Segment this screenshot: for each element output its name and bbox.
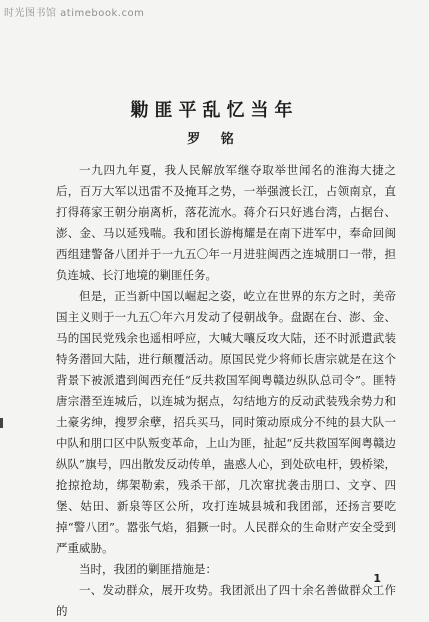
binding-mark: [0, 418, 3, 428]
watermark-text: 时光图书馆 atimebook.com: [4, 8, 145, 19]
paragraph: 一九四九年夏，我人民解放军继夺取举世闻名的淮海大捷之后，百万大军以迅雷不及掩耳之势，一举强渡长江，占领南京，直打得蒋家王朝分崩离析，落花流水。蒋介石只好逃台湾，占据台、澎、金、马以延残喘。我和团长游梅耀是在南下进军中，奉命回闽西组建警备八团并于一九五〇年一月进驻闽西之连城朋口一带，担负连城、长汀地境的剿匪任务。: [56, 163, 396, 282]
page-number: 1: [373, 572, 381, 585]
paragraph: 一、发动群众，展开攻势。我团派出了四十余名善做群众工作的: [56, 583, 396, 618]
author-name: 罗 铭: [187, 132, 242, 147]
paragraph: 但是，正当新中国以崛起之姿，屹立在世界的东方之时，美帝国主义则于一九五〇年六月发动了侵朝战争。盘踞在台、澎、金、马的国民党残余也遥相呼应，大喊大嚷反攻大陆，还不时派遣武装特务潜回大陆，进行颠覆活动。原国民党少将师长唐宗就是在这个背景下被派遣到闽西充任“反共救国军闽粤赣边纵队总司令”。匪特唐宗潜至连城后，以连城为据点，勾结地方的反动武装残余势力和土豪劣绅，搜罗余孽，招兵买马，同时策动原成分不纯的县大队一中队和朋口区中队叛变革命，上山为匪，扯起“反共救国军闽粤赣边纵队”旗号，四出散发反动传单，蛊惑人心，到处砍电杆，毁桥梁，抢掠抢劫，绑架勒索，残杀干部，几次窜扰袭击朋口、文亨、四堡、姑田、新泉等区公所，攻打连城县城和我团部，还扬言要吃掉“警八团”。嚣张气焰，猖獗一时。人民群众的生命财产安全受到严重威胁。: [56, 289, 396, 555]
article-body: [56, 160, 396, 622]
paragraph: 当时，我团的剿匪措施是：: [79, 562, 217, 576]
page-title: 勦匪平乱忆当年: [130, 100, 299, 121]
